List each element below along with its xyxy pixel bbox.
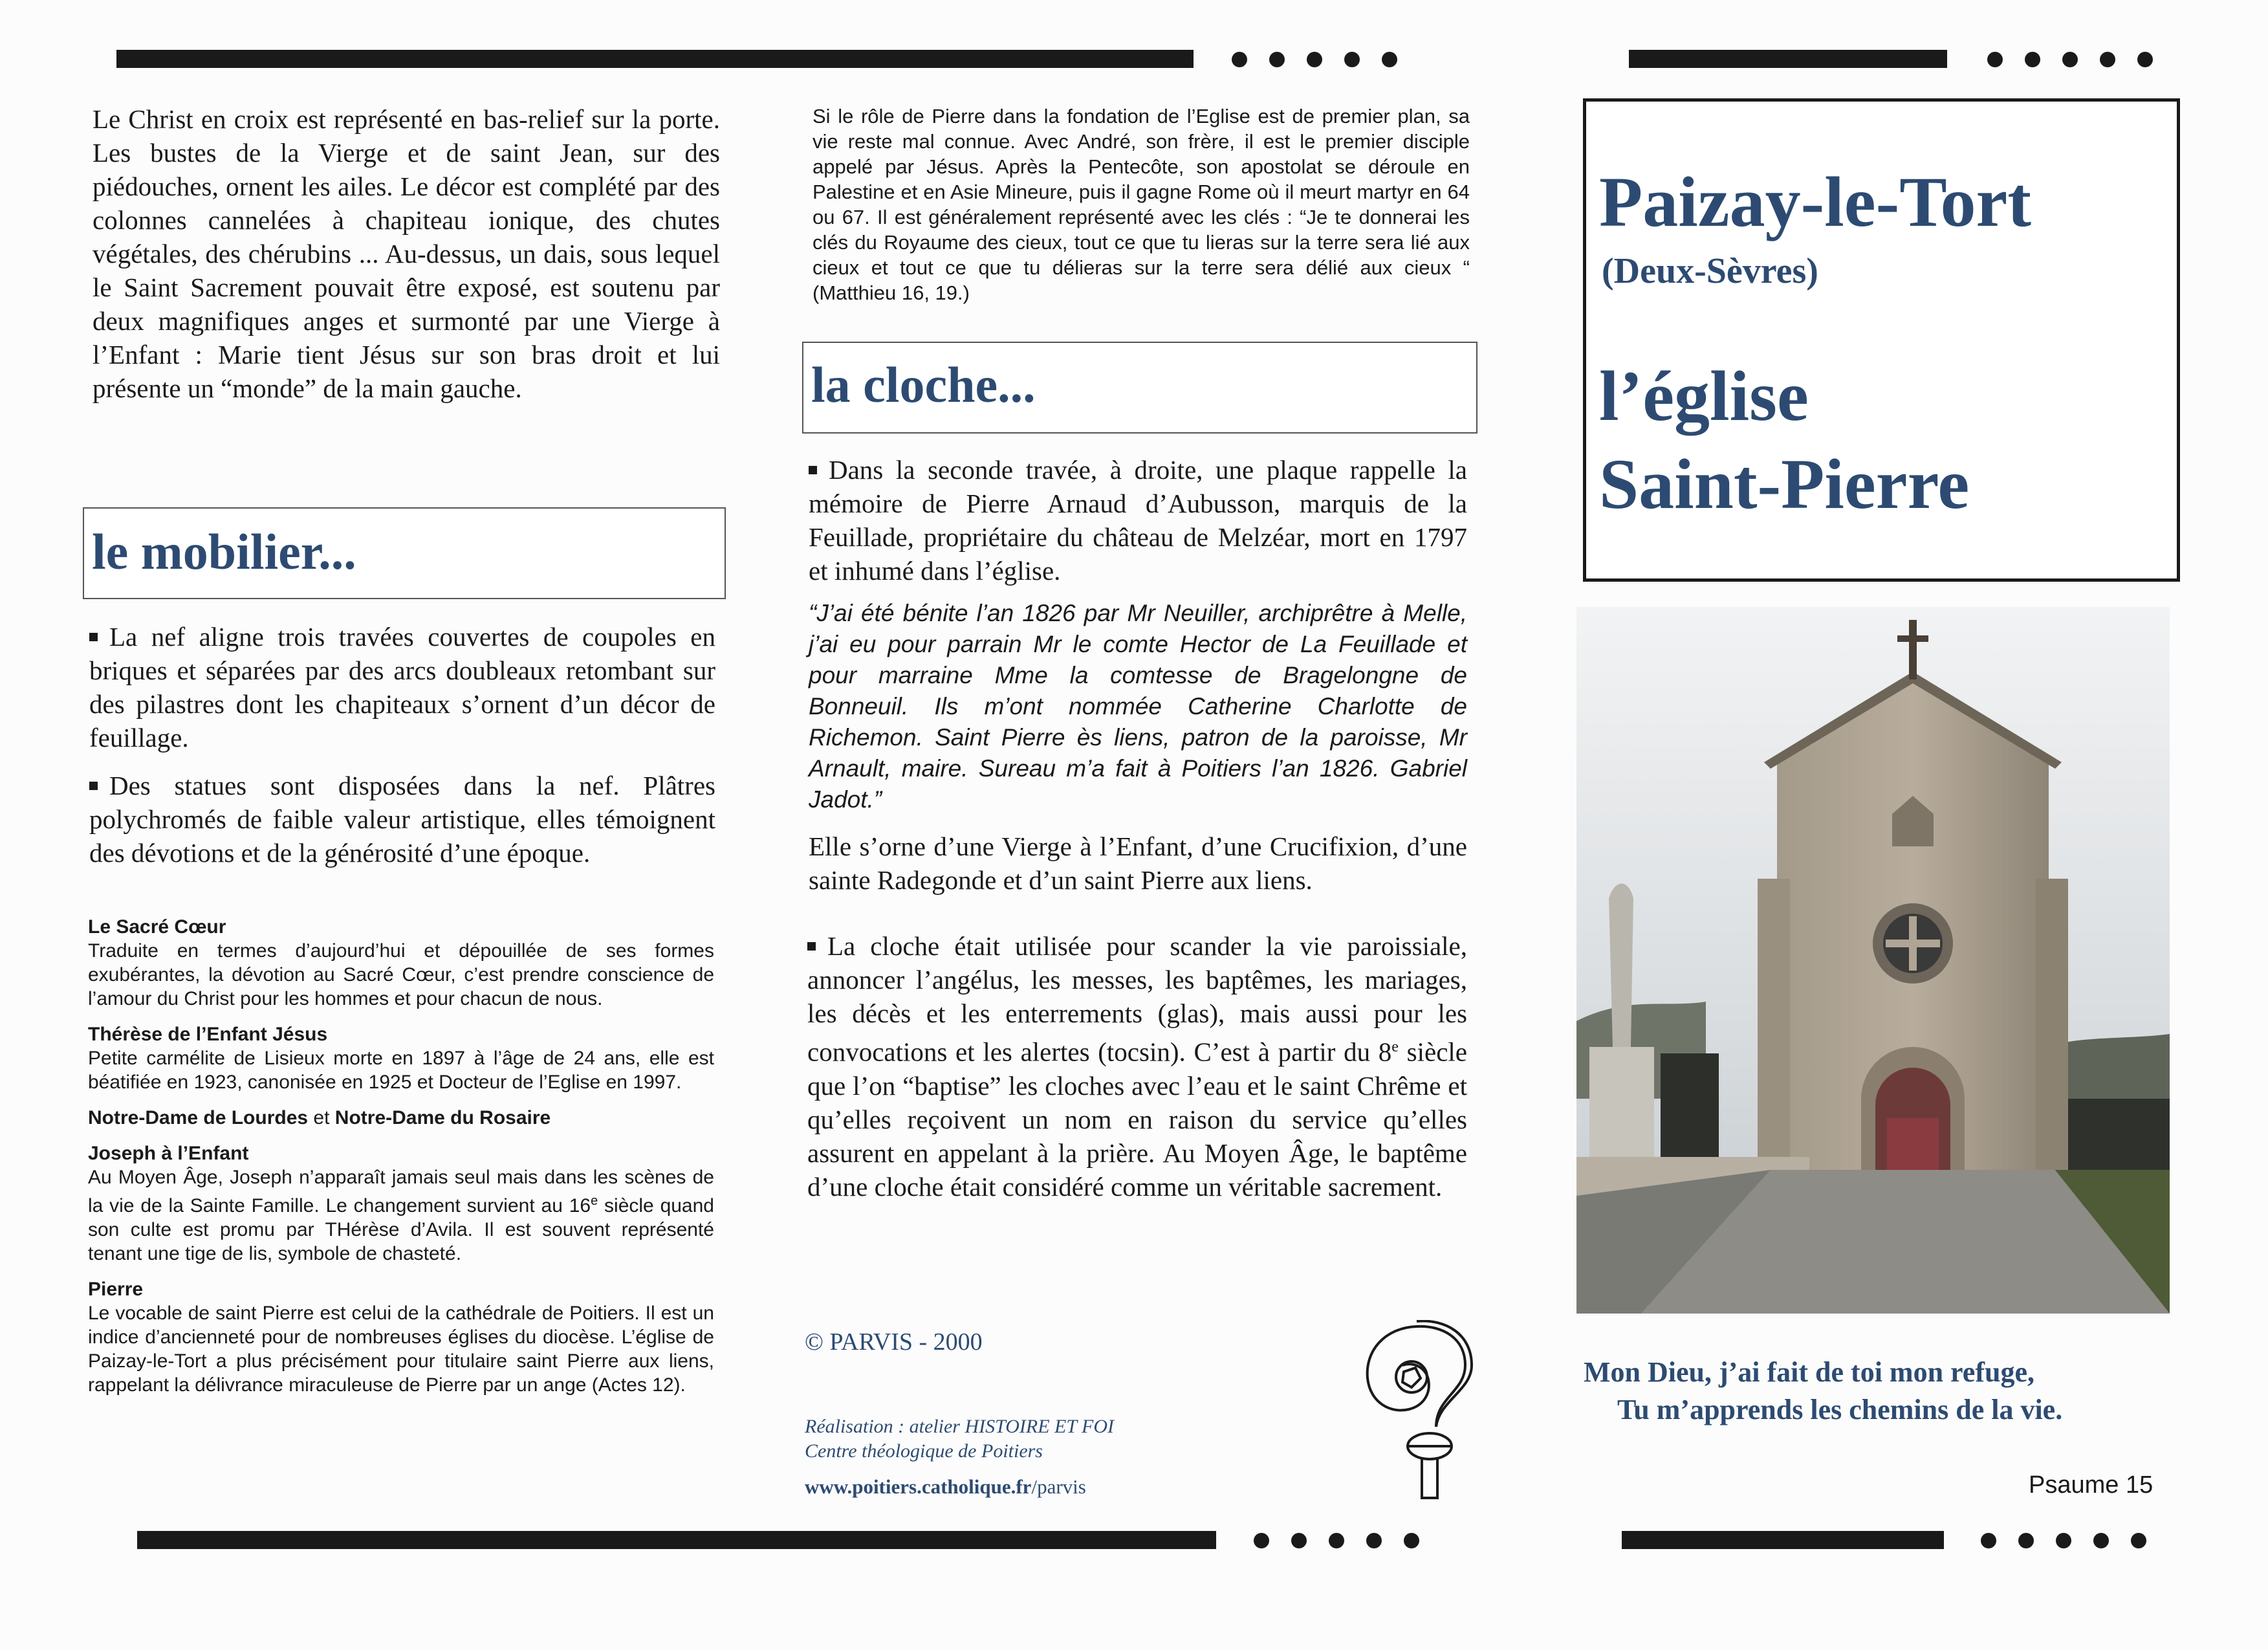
notre-dame-et: et xyxy=(313,1107,330,1128)
church-name-line-1: l’église xyxy=(1599,357,1809,435)
pierre-intro: Si le rôle de Pierre dans la fondation de l’Eglise est de premier plan, sa vie reste mal connue. Avec André, son frère, il est le premier disciple appelé par Jésus. Après la Pentecôte, son apostolat se déroule en Palestine et en Asie Mineure, puis il gagne Rome où il meurt martyr en 64 ou 67. Il est généralement représenté avec les clés : “Je te donnerai les clés du Royaume des cieux, tout ce que tu lieras sur la terre sera lié aux cieux et tout ce que tu délieras sur la terre sera délié aux cieux “ (Matthieu 16, 19.) xyxy=(812,105,1470,304)
church-photo xyxy=(1576,607,2170,1314)
website-link[interactable]: www.poitiers.catholique.fr/parvis xyxy=(805,1475,1086,1498)
realisation-credit xyxy=(805,1414,1114,1464)
top-rule-right xyxy=(1629,50,1947,68)
pierre-title: Pierre xyxy=(88,1279,144,1300)
psalm-reference: Psaume 15 xyxy=(2029,1471,2154,1499)
mobilier-bullet-2: Des statues sont disposées dans la nef. Plâtres polychromés de faible valeur artistique, elles témoignent des dévotions et de la générosité d’une époque. xyxy=(89,771,715,868)
realisation-line-2: Centre théologique de Poitiers xyxy=(805,1440,1043,1462)
notre-dame-line xyxy=(88,1106,714,1130)
bullet-square-icon xyxy=(89,782,98,790)
bullet-square-icon xyxy=(809,466,817,474)
top-dots-left xyxy=(1232,52,1397,67)
bell-decoration-text: Elle s’orne d’une Vierge à l’Enfant, d’une Crucifixion, d’une sainte Radegonde et d’un saint Pierre aux liens. xyxy=(809,831,1467,895)
therese-title: Thérèse de l’Enfant Jésus xyxy=(88,1024,328,1045)
therese-text: Petite carmélite de Lisieux morte en 1897 à l’âge de 24 ans, elle est béatifiée en 1923, canonisée en 1925 et Docteur de l’Eglise en 1997. xyxy=(88,1048,714,1093)
cloche-section-title: la cloche... xyxy=(811,357,1036,413)
sacre-coeur-title: Le Sacré Cœur xyxy=(88,916,226,938)
mobilier-bullet-1: La nef aligne trois travées couvertes de coupoles en briques et séparées par des arcs doubleaux retombant sur des pilastres dont les chapiteaux s’ornent d’un décor de feuillage. xyxy=(89,622,715,753)
bottom-rule-right xyxy=(1622,1531,1944,1549)
mobilier-section-box xyxy=(83,507,726,599)
statues-list xyxy=(88,915,714,1397)
top-rule-left xyxy=(116,50,1194,68)
town-name: Paizay-le-Tort xyxy=(1599,162,2031,241)
notre-dame-rosaire: Notre-Dame du Rosaire xyxy=(334,1107,551,1128)
psalm-verse-line-1: Mon Dieu, j’ai fait de toi mon refuge, xyxy=(1584,1356,2034,1388)
bottom-dots-right xyxy=(1981,1533,2146,1548)
bottom-dots-left xyxy=(1254,1533,1419,1548)
cloche-section-box xyxy=(802,342,1477,434)
bullet-square-icon xyxy=(89,633,98,641)
notre-dame-lourdes: Notre-Dame de Lourdes xyxy=(88,1107,309,1128)
pierre-text: Le vocable de saint Pierre est celui de la cathédrale de Poitiers. Il est un indice d’ancienneté pour de nombreuses églises du diocèse. L’église de Paizay-le-Tort a plus précisément pour titulaire saint Pierre aux liens, rappelant la délivrance miraculeuse de Pierre par un ange (Actes 12). xyxy=(88,1303,714,1396)
cloche-bullet-1: Dans la seconde travée, à droite, une plaque rappelle la mémoire de Pierre Arnaud d’Aubusson, marquis de la Feuillade, propriétaire du château de Melzéar, mort en 1797 et inhumé dans l’église. xyxy=(809,455,1467,586)
joseph-title: Joseph à l’Enfant xyxy=(88,1143,249,1164)
realisation-line-1: Réalisation : atelier HISTOIRE ET FOI xyxy=(805,1416,1115,1437)
intro-paragraph: Le Christ en croix est représenté en bas-relief sur la porte. Les bustes de la Vierge et de saint Jean, sur des piédouches, ornent les ailes. Le décor est complété par des colonnes cannelées à chapiteau ionique, des chutes végétales, des chérubins ... Au-dessus, un dais, sous lequel le Saint Sacrement pouvait être exposé, est soutenu par deux magnifiques anges et surmonté par une Vierge à l’Enfant : Marie tient Jésus sur son bras droit et lui présente un “monde” de la main gauche. xyxy=(93,104,720,403)
psalm-verse xyxy=(1584,1354,2062,1429)
sacre-coeur-text: Traduite en termes d’aujourd’hui et dépouillée de ses formes exubérantes, la dévotion au Sacré Cœur, c’est prendre conscience de l’amour du Christ pour les hommes et pour chacun de nous. xyxy=(88,940,714,1009)
top-dots-right xyxy=(1987,52,2153,67)
mobilier-section-title: le mobilier... xyxy=(92,523,356,580)
psalm-verse-line-2: Tu m’apprends les chemins de la vie. xyxy=(1617,1394,2063,1425)
crozier-logo-icon xyxy=(1339,1320,1481,1514)
bell-inscription-quote: “J’ai été bénite l’an 1826 par Mr Neuiller, archiprêtre à Melle, j’ai eu pour parrain Mr le comte Hector de La Feuillade et pour marraine Mme la comtesse de Bragelongne de Bonneuil. Ils m’ont nommée Catherine Charlotte de Richemon. Saint Pierre ès liens, patron de la paroisse, Mr Arnault, maire. Sureau m’a fait à Poitiers l’an 1826. Gabriel Jadot.” xyxy=(809,600,1467,813)
cloche-bullet-2: La cloche était utilisée pour scander la vie paroissiale, annoncer l’angélus, les messes, les baptêmes, les mariages, les décès et les enterrements (glas), mais aussi pour les convocations et les alertes (tocsin). C’est à partir du 8e siècle que l’on “baptise” les cloches avec l’eau et le saint Chrême et qu’elles reçoivent un nom en raison du service qu’elles assurent en appelant à la prière. Au Moyen Âge, le baptême d’une cloche était considéré comme un véritable sacrement. xyxy=(807,931,1467,1202)
church-name-line-2: Saint-Pierre xyxy=(1599,445,1970,523)
copyright: © PARVIS - 2000 xyxy=(805,1328,983,1356)
joseph-text: Au Moyen Âge, Joseph n’apparaît jamais seul mais dans les scènes de la vie de la Sainte Famille. Le changement survient au 16e siècle quand son culte est promu par THérèse d’Avila. Il est souvent représenté tenant une tige de lis, symbole de chasteté. xyxy=(88,1167,714,1264)
bottom-rule-left xyxy=(137,1531,1216,1549)
bullet-square-icon xyxy=(807,942,816,951)
title-box xyxy=(1583,98,2180,582)
department-name: (Deux-Sèvres) xyxy=(1602,251,1818,291)
